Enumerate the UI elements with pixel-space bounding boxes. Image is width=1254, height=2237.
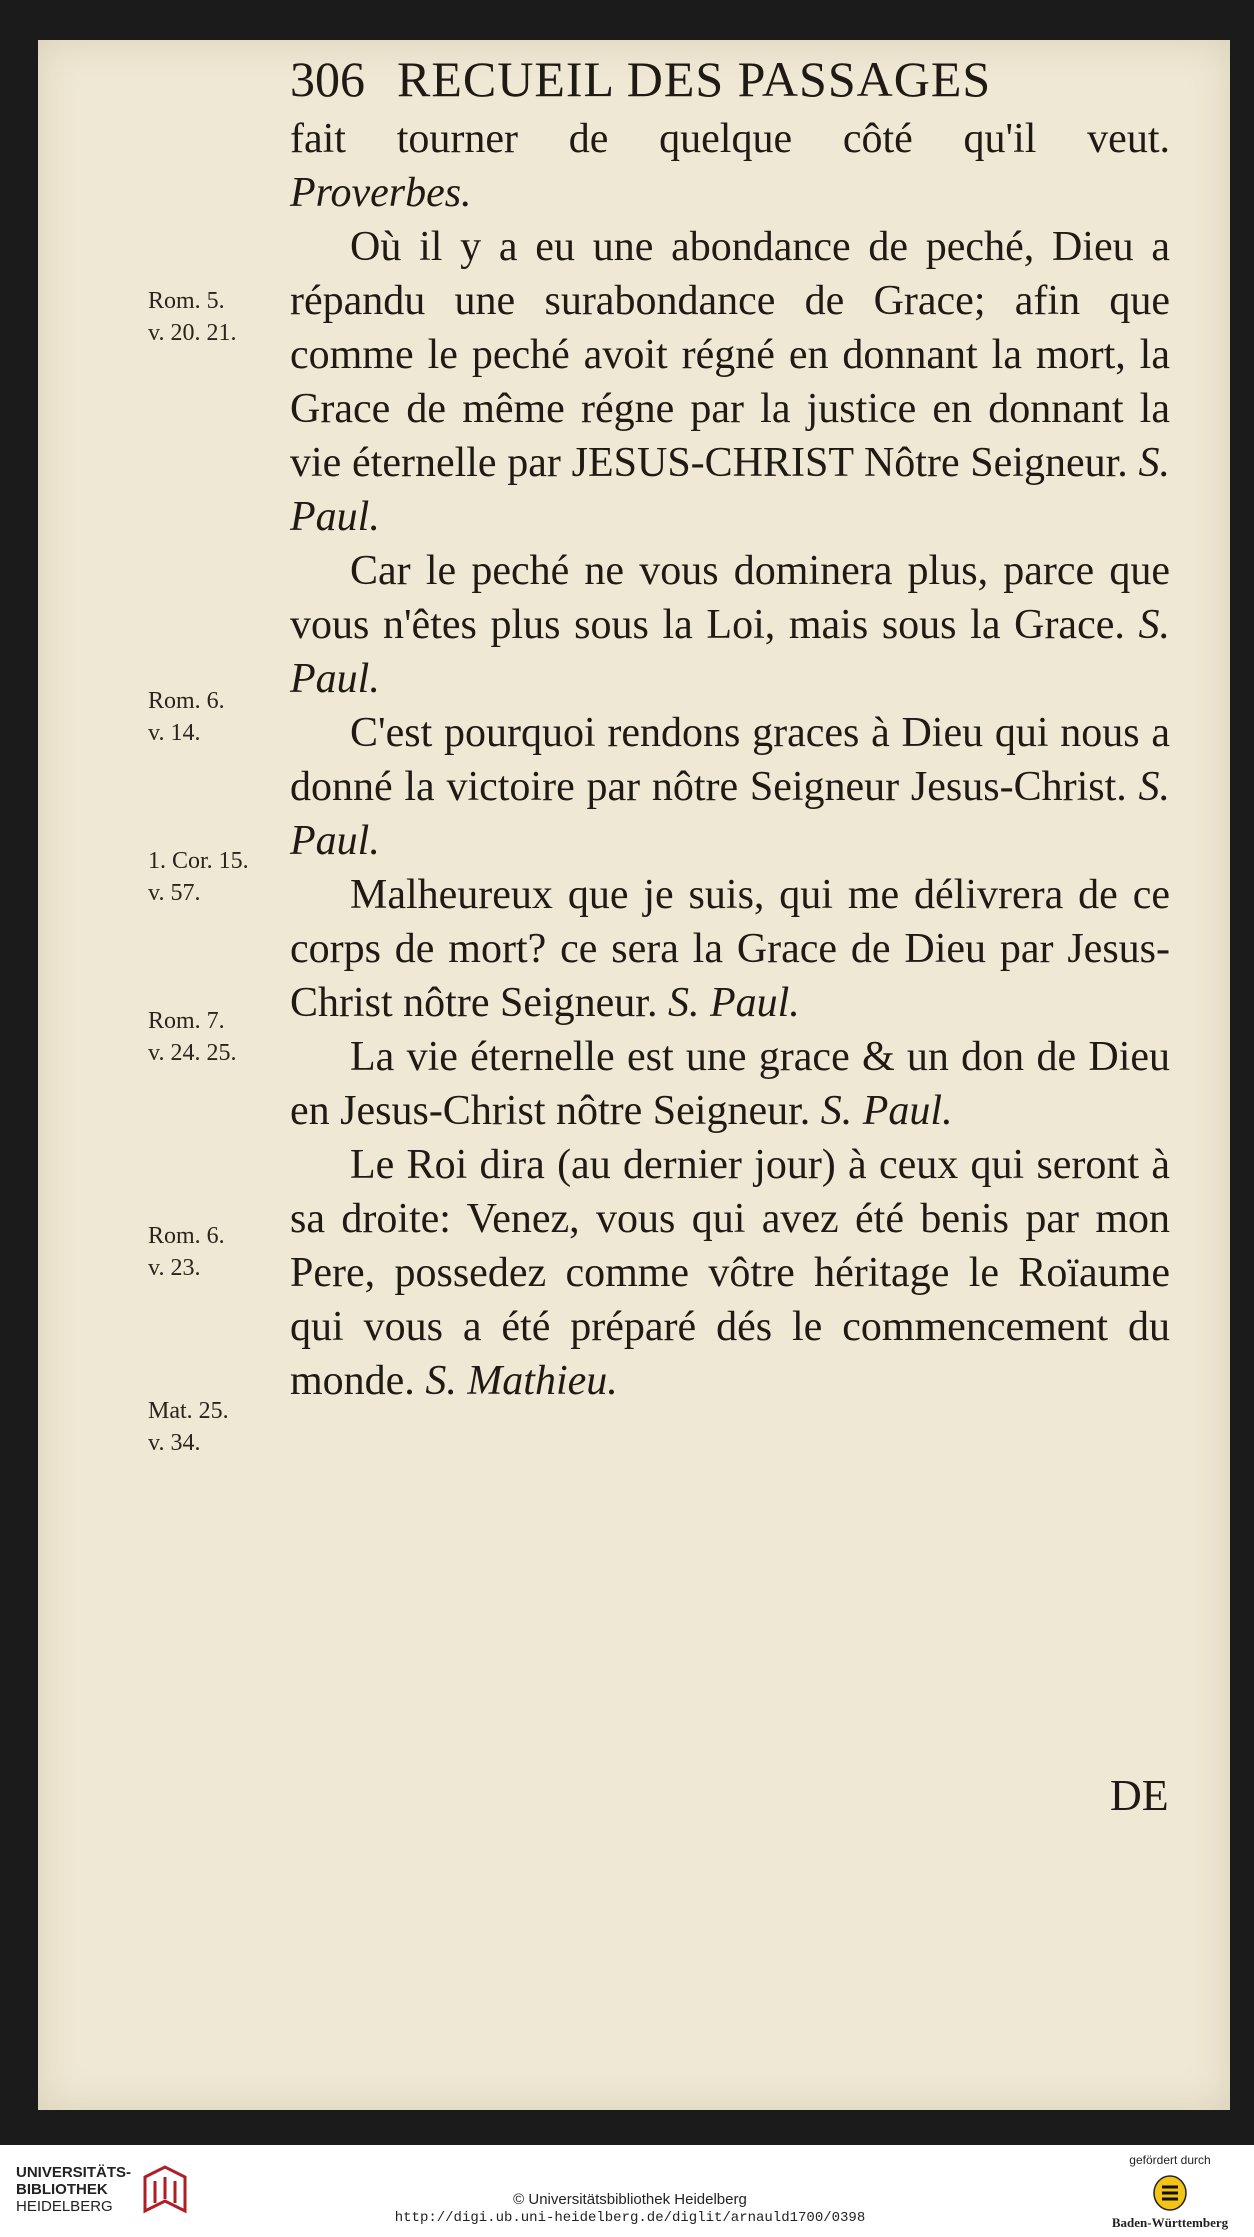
paragraph [290,544,1170,706]
paragraph [290,1030,1170,1138]
paragraph-text: fait tourner de quelque côté qu'il veut. [290,116,1170,162]
margin-note-book: Rom. 7. [148,1008,225,1034]
viewer-footer [0,2145,1254,2237]
paragraph [290,1138,1170,1408]
margin-note-book: 1. Cor. 15. [148,848,249,874]
margin-note-verse: v. 57. [148,880,201,906]
paragraph-continuation [290,112,1170,166]
margin-note [148,1220,298,1284]
body-text [290,112,1170,1408]
margin-note-verse: v. 14. [148,720,201,746]
margin-note-verse: v. 34. [148,1430,201,1456]
attribution: S. Mathieu. [425,1358,618,1404]
catchword: DE [1110,1771,1169,1820]
coat-of-arms-icon [1150,2173,1190,2213]
attribution: S. Paul. [290,602,1170,702]
paragraph-text: Le Roi dira (au dernier jour) à ceux qui seront à sa droite: Venez, vous qui avez été benis par mon Pere, possedez comme vôtre héritage le Roïaume qui vous a été préparé dés le commencement du monde. [290,1142,1170,1404]
copyright: © Universitätsbibliothek Heidelberg [513,2191,747,2208]
page-number: 306 [290,51,365,107]
paragraph-text: La vie éternelle est une grace & un don de Dieu en Jesus-Christ nôtre Seigneur. [290,1034,1170,1134]
funded-by-label: gefördert durch [1129,2153,1211,2167]
paragraph-text: Où il y a eu une abondance de peché, Dieu a répandu une surabondance de Grace; afin que comme le peché avoit régné en donnant la mort, la Grace de même régne par la justice en donnant la vie éternelle par JESUS-CHRIST Nôtre Seigneur. [290,224,1170,486]
funder-name: Baden-Württemberg [1111,2215,1229,2230]
library-name-line: UNIVERSITÄTS- [16,2163,132,2181]
attribution: S. Paul. [290,764,1171,864]
margin-note-verse: v. 20. 21. [148,320,237,346]
margin-note [148,1005,298,1069]
paragraph-text: Car le peché ne vous dominera plus, parce que vous n'êtes plus sous la Loi, mais sous la Grace. [290,548,1170,648]
margin-note [148,845,298,909]
library-name-line: BIBLIOTHEK [16,2180,108,2198]
paragraph [290,220,1170,544]
paragraph [290,868,1170,1030]
paragraph-text: C'est pourquoi rendons graces à Dieu qui nous a donné la victoire par nôtre Seigneur Jesus-Christ. [290,710,1170,810]
margin-note-book: Mat. 25. [148,1398,229,1424]
margin-note [148,285,298,349]
paragraph-text: Malheureux que je suis, qui me délivrera de ce corps de mort? ce sera la Grace de Dieu par Jesus-Christ nôtre Seigneur. [290,872,1170,1026]
paragraph [290,706,1170,868]
attribution: S. Paul. [290,440,1170,540]
margin-note [148,685,298,749]
attribution: S. Paul. [820,1088,953,1134]
library-name-line: HEIDELBERG [16,2197,113,2215]
library-name [16,2164,131,2215]
margin-note-verse: v. 23. [148,1255,201,1281]
running-head: RECUEIL DES PASSAGES [397,51,992,107]
page-header [290,50,1170,108]
margin-note-verse: v. 24. 25. [148,1040,237,1066]
margin-note-book: Rom. 6. [148,1223,225,1249]
footer-credits [380,2191,880,2227]
margin-note-book: Rom. 5. [148,288,225,314]
paragraph-attribution-line [290,166,1170,220]
library-emblem-icon [141,2163,189,2215]
library-logo[interactable] [16,2163,189,2215]
attribution: S. Paul. [667,980,800,1026]
margin-note [148,1395,298,1459]
permalink[interactable]: http://digi.ub.uni-heidelberg.de/diglit/arnauld1700/0398 [394,2210,866,2226]
attribution: Proverbes. [290,170,472,216]
margin-note-book: Rom. 6. [148,688,225,714]
funder-block [1100,2153,1240,2231]
